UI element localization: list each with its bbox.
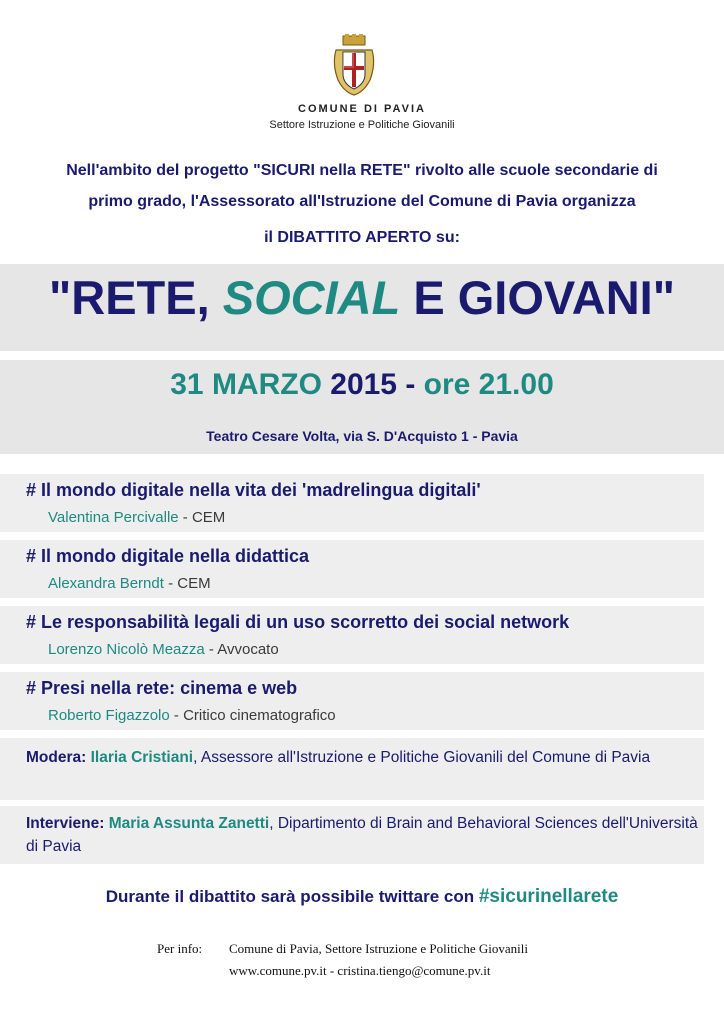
- event-date-time: 31 MARZO 2015 - ore 21.00: [170, 368, 554, 401]
- event-venue: Teatro Cesare Volta, via S. D'Acquisto 1 - Pavia: [206, 428, 518, 444]
- twitter-hashtag: #sicurinellarete: [478, 886, 619, 907]
- pavia-coat-of-arms-icon: [330, 34, 378, 96]
- topic-title: # Il mondo digitale nella vita dei 'madrelingua digitali': [26, 480, 481, 500]
- intro-line: Nell'ambito del progetto "SICURI nella RETE" rivolto alle scuole secondarie di: [66, 162, 658, 179]
- title-social: SOCIAL: [222, 271, 401, 324]
- topic-title: # Presi nella rete: cinema e web: [26, 678, 298, 698]
- info-web-email: www.comune.pv.it - cristina.tiengo@comune.pv.it: [229, 963, 491, 978]
- guest-speaker: Interviene: Maria Assunta Zanetti, Dipartimento di Brain and Behavioral Sciences dell'Università di Pavia: [26, 815, 698, 855]
- info-contact: Comune di Pavia, Settore Istruzione e Politiche Giovanili: [229, 941, 528, 956]
- topic-title: # Il mondo digitale nella didattica: [26, 546, 310, 566]
- intro-line: primo grado, l'Assessorato all'Istruzione del Comune di Pavia organizza: [88, 193, 636, 210]
- info-label: Per info:: [157, 941, 203, 956]
- municipality-name: COMUNE DI PAVIA: [298, 103, 426, 115]
- topic-speaker: Valentina Percivalle - CEM: [48, 509, 226, 526]
- twitter-note: Durante il dibattito sarà possibile twittare con #sicurinellarete: [105, 886, 619, 907]
- topic-speaker: Alexandra Berndt - CEM: [48, 575, 211, 592]
- moderator: Modera: Ilaria Cristiani, Assessore all'Istruzione e Politiche Giovanili del Comune di Pavia: [26, 749, 651, 766]
- topic-speaker: Roberto Figazzolo - Critico cinematografico: [48, 707, 336, 724]
- department-name: Settore Istruzione e Politiche Giovanili: [269, 119, 455, 131]
- intro-announcement: il DIBATTITO APERTO su:: [264, 229, 460, 246]
- event-title: "RETE, SOCIAL E GIOVANI": [48, 271, 676, 324]
- topic-title: # Le responsabilità legali di un uso scorretto dei social network: [26, 612, 570, 632]
- topic-speaker: Lorenzo Nicolò Meazza - Avvocato: [48, 641, 279, 658]
